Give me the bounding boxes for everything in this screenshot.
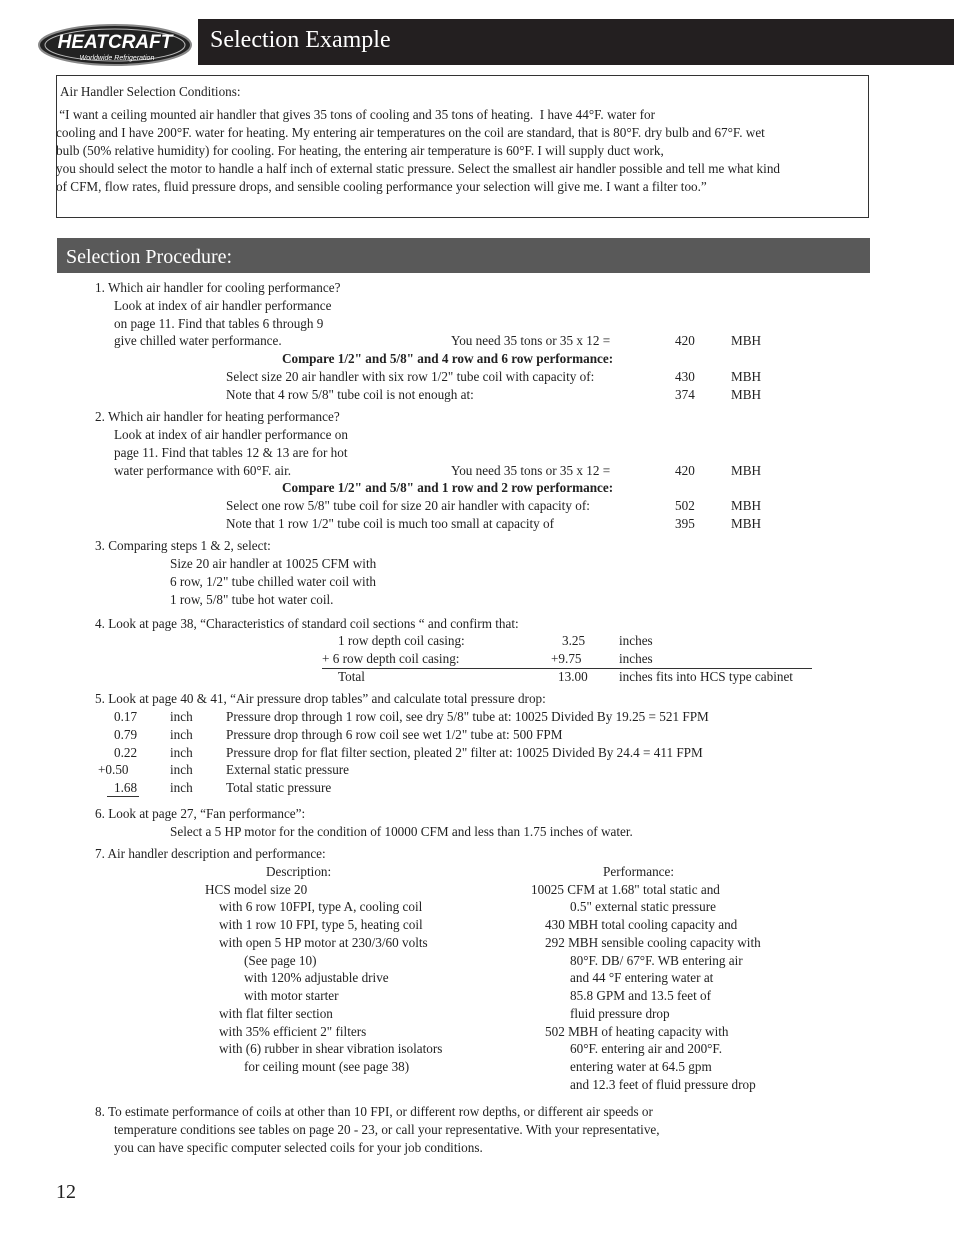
step5-row-unit: inch xyxy=(170,709,193,724)
step7-perf-line: 10025 CFM at 1.68" total static and xyxy=(531,882,720,897)
step2-need: You need 35 tons or 35 x 12 = xyxy=(451,463,611,478)
step7-desc-line: (See page 10) xyxy=(244,953,317,968)
step7-perf-line: 292 MBH sensible cooling capacity with xyxy=(545,935,761,950)
step2-line: Look at index of air handler performance on xyxy=(114,427,348,442)
conditions-line: of CFM, flow rates, fluid pressure drops, and sensible cooling performance your selection will give me. I want a filter too.” xyxy=(56,179,707,194)
unit-label: MBH xyxy=(731,498,762,513)
step8-line: temperature conditions see tables on page 20 - 23, or call your representative. With your representative, xyxy=(114,1122,660,1137)
step2-select: Select one row 5/8" tube coil for size 20 air handler with capacity of: xyxy=(226,498,590,513)
step2-need-value: 420 xyxy=(675,463,695,478)
step4-row-label: 1 row depth coil casing: xyxy=(338,633,465,648)
page-title: Selection Example xyxy=(210,27,391,53)
step5-row-value: 0.17 xyxy=(114,709,138,724)
unit-label: MBH xyxy=(731,516,762,531)
step5-row-unit: inch xyxy=(170,762,193,777)
step7-perf-line: and 12.3 feet of fluid pressure drop xyxy=(570,1077,756,1092)
step5-row-desc: Pressure drop through 1 row coil, see dry 5/8" tube at: 10025 Divided By 19.25 = 521 FPM xyxy=(226,709,709,724)
step4-intro: 4. Look at page 38, “Characteristics of standard coil sections “ and confirm that: xyxy=(95,616,519,631)
step3-line: 6 row, 1/2" tube chilled water coil with xyxy=(170,574,376,589)
conditions-line: bulb (50% relative humidity) for cooling. For heating, the entering air temperature is 60°F. I will supply duct work, xyxy=(56,143,664,158)
step7-intro: 7. Air handler description and performance: xyxy=(95,846,326,861)
conditions-line: “I want a ceiling mounted air handler that gives 35 tons of cooling and 35 tons of heating. I have 44°F. water for xyxy=(56,107,655,122)
step7-desc-line: with flat filter section xyxy=(219,1006,333,1021)
step7-desc-line: with 35% efficient 2" filters xyxy=(219,1024,367,1039)
step4-row-label: Total xyxy=(338,669,365,684)
step1-need: You need 35 tons or 35 x 12 = xyxy=(451,333,611,348)
step5-row-desc: Pressure drop through 6 row coil see wet 1/2" tube at: 500 FPM xyxy=(226,727,563,742)
step4-row-value: 3.25 xyxy=(562,633,586,648)
step1-line: Look at index of air handler performance xyxy=(114,298,332,313)
step2-note-value: 395 xyxy=(675,516,695,531)
step2-note: Note that 1 row 1/2" tube coil is much too small at capacity of xyxy=(226,516,555,531)
page-number: 12 xyxy=(56,1181,76,1203)
step7-perf-line: fluid pressure drop xyxy=(570,1006,670,1021)
step3-line: 1 row, 5/8" tube hot water coil. xyxy=(170,592,334,607)
step5-row-unit: inch xyxy=(170,745,193,760)
procedure-title: Selection Procedure: xyxy=(66,246,233,268)
step7-perf-line: 430 MBH total cooling capacity and xyxy=(545,917,738,932)
svg-text:HEATCRAFT: HEATCRAFT xyxy=(57,32,173,53)
step5-row-unit: inch xyxy=(170,780,193,795)
unit-label: MBH xyxy=(731,463,762,478)
step3-line: Size 20 air handler at 10025 CFM with xyxy=(170,556,377,571)
step7-perf-line: 85.8 GPM and 13.5 feet of xyxy=(570,988,712,1003)
step7-desc-header: Description: xyxy=(266,864,332,879)
svg-text:Worldwide Refrigeration: Worldwide Refrigeration xyxy=(79,55,155,62)
step7-desc-line: for ceiling mount (see page 38) xyxy=(244,1059,410,1074)
step1-note: Note that 4 row 5/8" tube coil is not enough at: xyxy=(226,387,474,402)
step5-row-value: +0.50 xyxy=(98,762,129,777)
step7-desc-line: with 1 row 10 FPI, type 5, heating coil xyxy=(219,917,423,932)
step7-perf-line: 80°F. DB/ 67°F. WB entering air xyxy=(570,953,743,968)
step7-perf-header: Performance: xyxy=(603,864,675,879)
step4-row-value: 13.00 xyxy=(558,669,588,684)
step7-perf-line: 0.5" external static pressure xyxy=(570,899,716,914)
step1-line: give chilled water performance. xyxy=(114,333,282,348)
step2-line: 2. Which air handler for heating performance? xyxy=(95,409,340,424)
step4-row-unit: inches xyxy=(619,633,653,648)
step5-row-desc: Pressure drop for flat filter section, pleated 2" filter at: 10025 Divided By 24.4 = 411 FPM xyxy=(226,745,703,760)
step4-row-unit: inches xyxy=(619,651,653,666)
step1-select-value: 430 xyxy=(675,369,695,384)
conditions-title: Air Handler Selection Conditions: xyxy=(60,84,241,99)
step7-desc-line: with 6 row 10FPI, type A, cooling coil xyxy=(219,899,423,914)
step7-desc-line: HCS model size 20 xyxy=(205,882,308,897)
step7-perf-line: 502 MBH of heating capacity with xyxy=(545,1024,729,1039)
step7-perf-line: 60°F. entering air and 200°F. xyxy=(570,1041,723,1056)
conditions-line: cooling and I have 200°F. water for heating. My entering air temperatures on the coil are standard, that is 80°F. dry bulb and 67°F. wet xyxy=(56,125,765,140)
step5-row-value: 0.79 xyxy=(114,727,138,742)
step7-desc-line: with 120% adjustable drive xyxy=(244,970,389,985)
header-bar xyxy=(198,19,954,65)
step5-row-value: 1.68 xyxy=(114,780,138,795)
step4-row-unit: inches fits into HCS type cabinet xyxy=(619,669,793,684)
step5-row-value: 0.22 xyxy=(114,745,138,760)
step5-intro: 5. Look at page 40 & 41, “Air pressure drop tables” and calculate total pressure drop: xyxy=(95,691,546,706)
step2-line: page 11. Find that tables 12 & 13 are for hot xyxy=(114,445,348,460)
step7-desc-line: with motor starter xyxy=(244,988,339,1003)
step2-line: water performance with 60°F. air. xyxy=(114,463,292,478)
step6-text: Select a 5 HP motor for the condition of 10000 CFM and less than 1.75 inches of water. xyxy=(170,824,633,839)
step1-compare: Compare 1/2" and 5/8" and 4 row and 6 row performance: xyxy=(282,351,614,366)
unit-label: MBH xyxy=(731,333,762,348)
conditions-line: you should select the motor to handle a half inch of external static pressure. Select the smallest air handler possible and tell me what kind xyxy=(56,161,781,176)
step3-line: 3. Comparing steps 1 & 2, select: xyxy=(95,538,271,553)
step5-row-unit: inch xyxy=(170,727,193,742)
step1-need-value: 420 xyxy=(675,333,695,348)
step1-line: 1. Which air handler for cooling performance? xyxy=(95,280,341,295)
step1-note-value: 374 xyxy=(675,387,695,402)
step2-select-value: 502 xyxy=(675,498,695,513)
step8-line: you can have specific computer selected coils for your job conditions. xyxy=(114,1140,483,1155)
unit-label: MBH xyxy=(731,387,762,402)
heatcraft-logo xyxy=(37,23,193,67)
step7-perf-line: entering water at 64.5 gpm xyxy=(570,1059,712,1074)
step8-line: 8. To estimate performance of coils at other than 10 FPI, or different row depths, or different air speeds or xyxy=(95,1104,653,1119)
step6-intro: 6. Look at page 27, “Fan performance”: xyxy=(95,806,306,821)
step7-desc-line: with (6) rubber in shear vibration isolators xyxy=(219,1041,443,1056)
step5-row-desc: Total static pressure xyxy=(226,780,332,795)
step4-row-label: + 6 row depth coil casing: xyxy=(322,651,460,666)
step1-select: Select size 20 air handler with six row 1/2" tube coil with capacity of: xyxy=(226,369,595,384)
step7-perf-line: and 44 °F entering water at xyxy=(570,970,714,985)
unit-label: MBH xyxy=(731,369,762,384)
step1-line: on page 11. Find that tables 6 through 9 xyxy=(114,316,324,331)
procedure-bar xyxy=(57,238,870,273)
step5-row-desc: External static pressure xyxy=(226,762,350,777)
step7-desc-line: with open 5 HP motor at 230/3/60 volts xyxy=(219,935,428,950)
step2-compare: Compare 1/2" and 5/8" and 1 row and 2 row performance: xyxy=(282,480,614,495)
step4-row-value: +9.75 xyxy=(551,651,582,666)
conditions-text xyxy=(56,106,874,196)
